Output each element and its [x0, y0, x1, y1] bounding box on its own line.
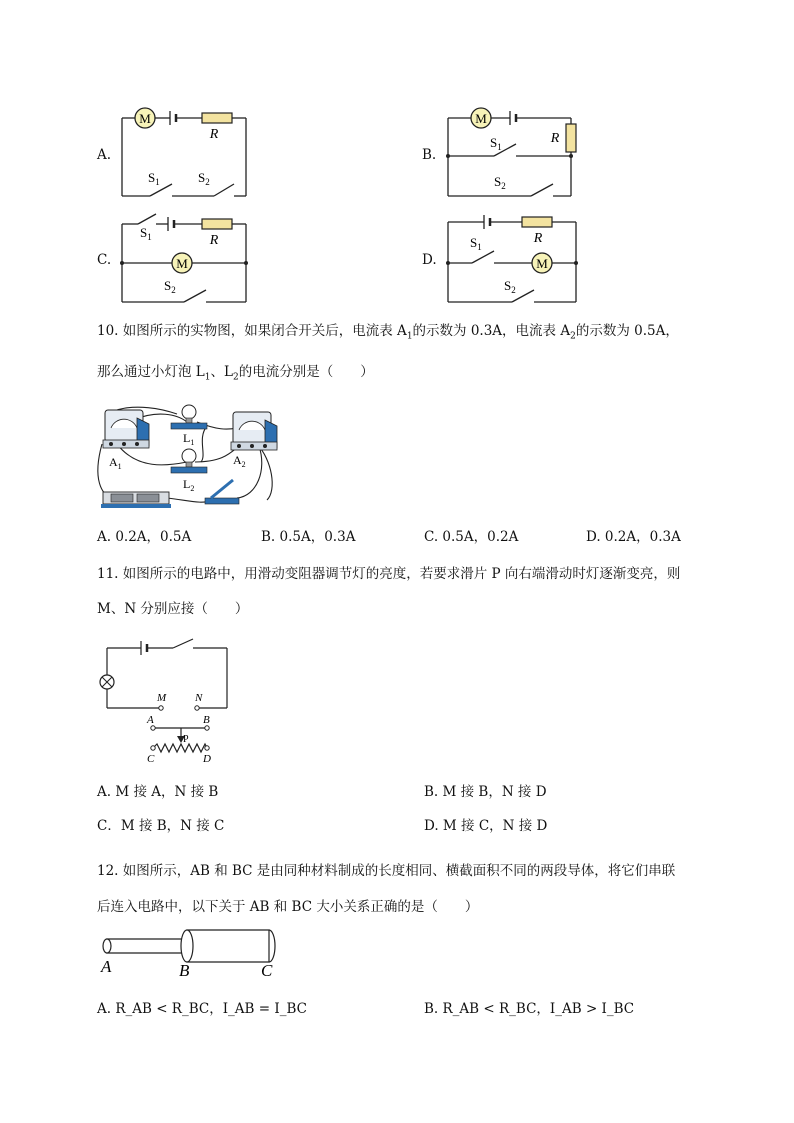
svg-text:L1: $L_1$: [183, 431, 195, 447]
switch: [205, 480, 239, 504]
ammeter-a1: [103, 410, 149, 448]
circuit-diagram-d: [436, 206, 586, 306]
svg-text:S1: $S_1$: [470, 235, 482, 252]
svg-text:C: C: [147, 753, 155, 765]
svg-text:R: R: [209, 233, 219, 248]
resistor-symbol: [522, 217, 552, 227]
q12-option-b[interactable]: B. R_AB < R_BC，I_AB > I_BC: [424, 1001, 635, 1017]
svg-text:A: A: [101, 957, 112, 976]
svg-text:L2: $L_2$: [183, 477, 195, 493]
option-d-letter: D.: [422, 252, 437, 268]
q10-option-b[interactable]: B. 0.5A，0.3A: [261, 529, 356, 545]
svg-text:M: M: [475, 111, 487, 126]
motor-label: M: [139, 111, 151, 126]
svg-text:S2: $S_2$: [198, 170, 210, 187]
resistor-symbol: [566, 124, 576, 152]
option-c-letter: C.: [97, 252, 112, 268]
question-10-line-2: 那么通过小灯泡 $L_1$、$L_2$的电流分别是（ ）: [97, 364, 374, 383]
question-11-line-1: 11. 如图所示的电路中，用滑动变阻器调节灯的亮度，若要求滑片 P 向右端滑动时灯逐渐变亮，则: [97, 566, 681, 582]
resistor-symbol: [202, 219, 232, 229]
option-a-letter: A.: [97, 147, 112, 163]
svg-text:D: D: [203, 753, 211, 765]
question-10-line-1: 10. 如图所示的实物图，如果闭合开关后，电流表 $A_1$的示数为 0.3A，电流表 $A_2$的示数为 0.5A，: [97, 323, 679, 342]
lamp-l1: [171, 405, 207, 429]
q10-option-a[interactable]: A. 0.2A，0.5A: [97, 529, 192, 545]
svg-text:S1: $S_1$: [140, 225, 152, 242]
q10-option-c[interactable]: C. 0.5A，0.2A: [424, 529, 519, 545]
svg-text:M: M: [157, 692, 167, 704]
q11-option-c[interactable]: C．M 接 B，N 接 C: [97, 818, 225, 834]
physical-circuit-figure: [97, 400, 287, 510]
svg-text:B: B: [179, 961, 190, 980]
resistor-symbol: [202, 113, 232, 123]
q11-option-d[interactable]: D. M 接 C，N 接 D: [424, 818, 548, 834]
ammeter-a2: [231, 412, 277, 450]
svg-text:S2: $S_2$: [494, 174, 506, 191]
svg-text:S2: $S_2$: [504, 278, 516, 295]
svg-text:M: M: [176, 256, 188, 271]
svg-text:R: R: [550, 131, 560, 146]
rheostat-circuit-figure: [97, 636, 237, 771]
svg-text:A1: $A_1$: [109, 455, 122, 471]
circuit-diagram-a: [110, 102, 260, 202]
resistor-label: R: [209, 127, 219, 142]
q10-option-d[interactable]: D. 0.2A，0.3A: [586, 529, 681, 545]
svg-text:S1: $S_1$: [148, 170, 160, 187]
q12-option-a[interactable]: A. R_AB < R_BC，I_AB = I_BC: [97, 1001, 307, 1017]
q11-option-b[interactable]: B. M 接 B，N 接 D: [424, 784, 547, 800]
svg-text:P: P: [183, 734, 189, 745]
svg-text:A: A: [147, 714, 154, 726]
q11-option-a[interactable]: A. M 接 A，N 接 B: [97, 784, 219, 800]
question-12-line-1: 12. 如图所示，AB 和 BC 是由同种材料制成的长度相同、横截面积不同的两段导体，将它们串联: [97, 863, 676, 879]
option-b-letter: B.: [422, 147, 437, 163]
circuit-diagram-c: [110, 206, 260, 306]
svg-text:R: R: [533, 231, 543, 246]
question-12-line-2: 后连入电路中，以下关于 AB 和 BC 大小关系正确的是（ ）: [97, 899, 479, 915]
svg-text:A2: $A_2$: [233, 453, 246, 469]
svg-text:C: C: [261, 961, 273, 980]
svg-text:S1: $S_1$: [490, 135, 502, 152]
battery-holder: [101, 492, 171, 508]
svg-text:N: N: [195, 692, 203, 704]
svg-text:B: B: [203, 714, 210, 726]
svg-text:S2: $S_2$: [164, 278, 176, 295]
conductor-figure: [97, 926, 287, 981]
circuit-diagram-b: [436, 102, 586, 202]
question-11-line-2: M、N 分别应接（ ）: [97, 601, 249, 617]
svg-text:M: M: [536, 256, 548, 271]
